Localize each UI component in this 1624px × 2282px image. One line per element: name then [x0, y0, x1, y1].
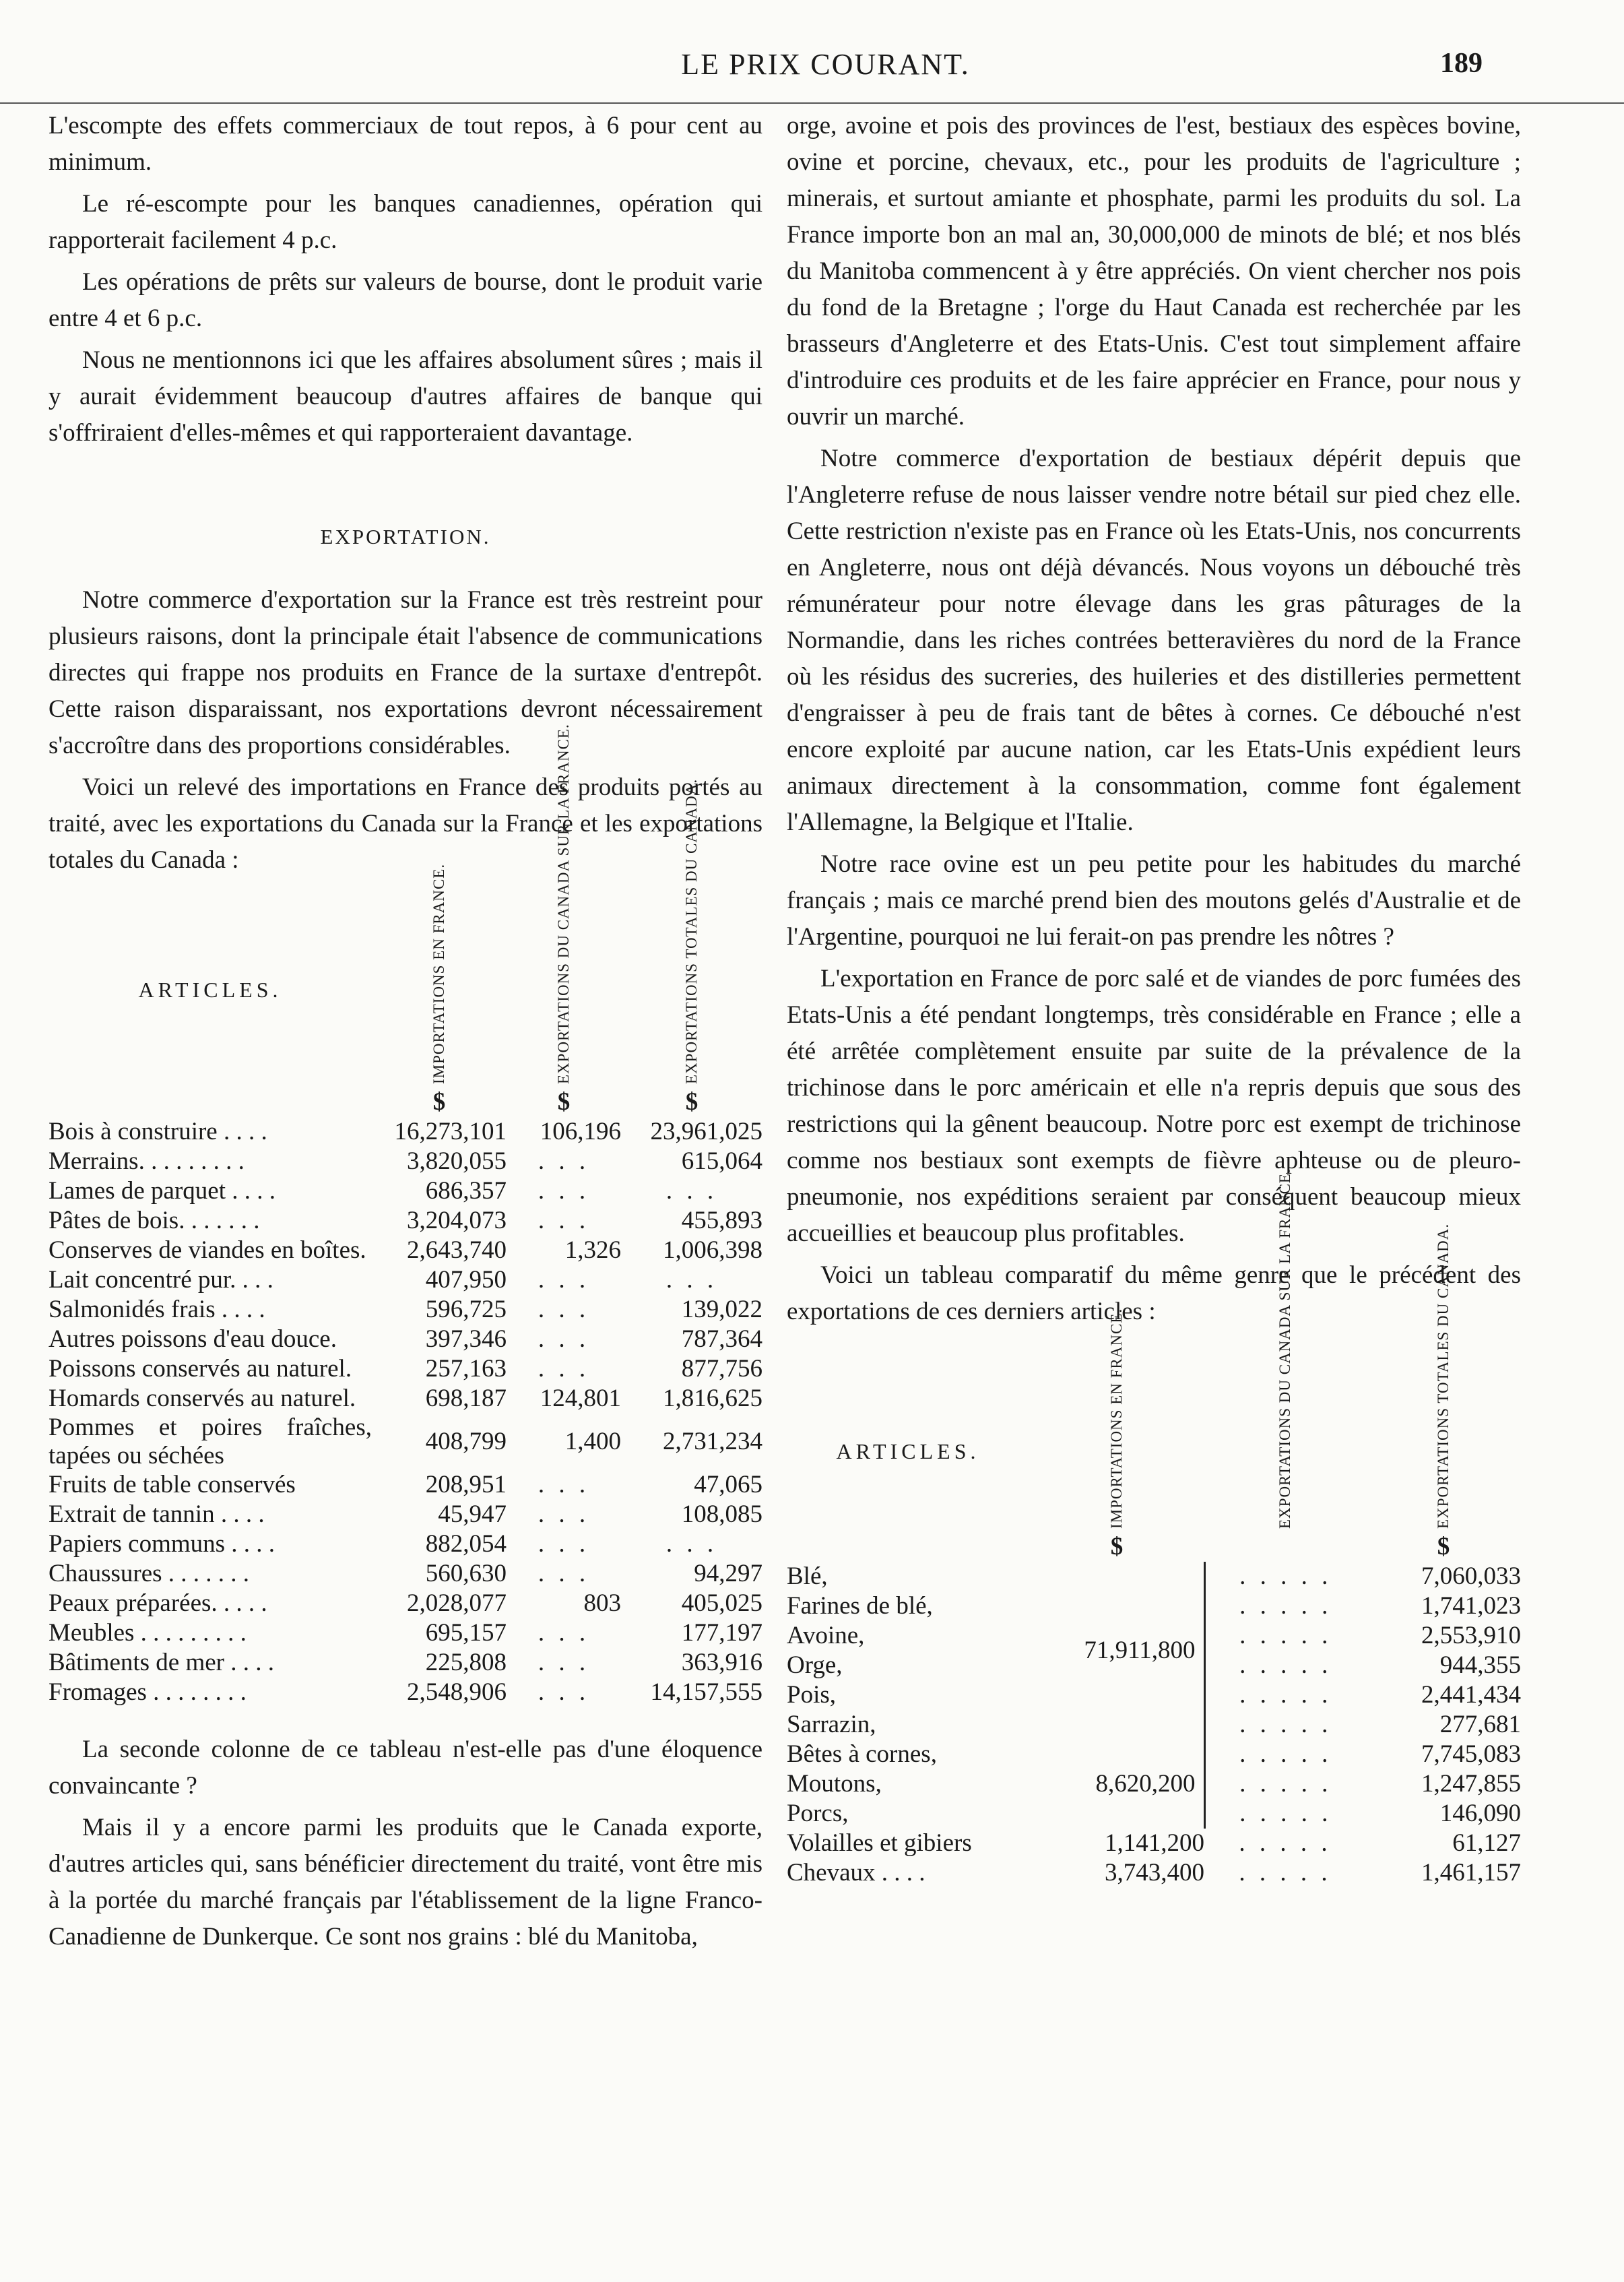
- exports-total-cell: 277,681: [1439, 1711, 1521, 1738]
- col-header-exports-france: EXPORTATIONS DU CANADA SUR LA FRANCE.: [1276, 1168, 1293, 1529]
- imports-cell: 695,157: [425, 1619, 507, 1647]
- imports-cell: 2,028,077: [407, 1589, 507, 1617]
- exports-total-cell: 363,916: [681, 1649, 762, 1676]
- exports-total-cell: . . .: [665, 1530, 718, 1558]
- article-cell: Moutons,: [787, 1770, 882, 1798]
- exports-france-cell: . . .: [538, 1560, 590, 1587]
- exports-total-cell: 108,085: [681, 1500, 762, 1528]
- article-cell: Papiers communs . . . .: [48, 1530, 275, 1558]
- imports-cell: 397,346: [425, 1325, 507, 1353]
- exports-france-cell: . . .: [538, 1147, 590, 1175]
- exports-total-cell: 139,022: [681, 1296, 762, 1323]
- exports-france-cell: . . . . .: [1239, 1740, 1332, 1768]
- article-cell: Autres poissons d'eau douce.: [48, 1325, 337, 1353]
- page-header: [54, 47, 1597, 94]
- livestock-total: 8,620,200: [1095, 1770, 1196, 1798]
- exports-france-cell: . . . . .: [1239, 1651, 1332, 1679]
- col-header-exports-total: EXPORTATIONS TOTALES DU CANADA.: [683, 778, 700, 1084]
- currency-row: [48, 1087, 762, 1117]
- exports-total-cell: 2,553,910: [1421, 1622, 1521, 1649]
- imports-cell: 3,743,400: [1105, 1859, 1204, 1887]
- exports-total-cell: 455,893: [681, 1207, 762, 1234]
- article-cell: Bêtes à cornes,: [787, 1740, 937, 1768]
- exports-total-cell: 405,025: [681, 1589, 762, 1617]
- exports-france-cell: . . . . .: [1239, 1770, 1332, 1798]
- table-row: [787, 1829, 1521, 1858]
- exports-france-cell: 803: [583, 1589, 621, 1617]
- section-title: EXPORTATION.: [320, 525, 491, 548]
- page-title: LE PRIX COURANT.: [681, 48, 970, 81]
- paragraph: Notre race ovine est un peu petite pour les habitudes du marché français ; mais ce marché prend bien des moutons gelés d'Australie et de l'Argentine, pourquoi ne lui ferait-on pas prendre les nôtres ?: [787, 850, 1521, 951]
- table-header-row: [48, 892, 762, 1087]
- table-row: [48, 1678, 762, 1707]
- exports-total-cell: . . .: [665, 1177, 718, 1205]
- exports-france-cell: 1,326: [564, 1236, 621, 1264]
- article-cell: Orge,: [787, 1651, 843, 1679]
- exports-total-cell: . . .: [665, 1266, 718, 1294]
- imports-cell: 408,799: [425, 1428, 507, 1455]
- paragraph: L'exportation en France de porc salé et de viandes de porc fumées des Etats-Unis a été pendant longtemps, très considérable en France ; elle a été arrêtée complètement ensuite par suite de la prévalence de la trichinose dans le porc américain et elle n'a repris depuis que sous des restrictions qui la gênent beaucoup. Notre porc est exempt de trichinose comme nos bestiaux sont exempts de fièvre aphteuse ou de pleuro-pneumonie, nos expéditions seraient par conséquent beaucoup mieux accueillies et beaucoup plus profitables.: [787, 965, 1521, 1247]
- imports-cell: 3,820,055: [407, 1147, 507, 1175]
- articles-header: [48, 892, 372, 1087]
- exports-france-cell: . . . . .: [1239, 1829, 1332, 1857]
- exports-total-cell: 2,441,434: [1421, 1681, 1521, 1709]
- article-cell: Salmonidés frais . . . .: [48, 1296, 265, 1323]
- col-header: [1366, 1223, 1521, 1532]
- exports-france-cell: . . .: [538, 1355, 590, 1383]
- article-cell: Peaux préparées. . . . .: [48, 1589, 267, 1617]
- article-cell: Lait concentré pur. . . .: [48, 1266, 273, 1294]
- paragraph: Les opérations de prêts sur valeurs de bourse, dont le produit varie entre 4 et 6 p.c.: [48, 268, 762, 332]
- imports-cell: 560,630: [425, 1560, 507, 1587]
- page-number: 189: [1440, 48, 1483, 79]
- table-row: [787, 1562, 1521, 1591]
- imports-cell: 16,273,101: [394, 1118, 507, 1145]
- exports-total-cell: 47,065: [694, 1471, 762, 1498]
- paragraph: Voici un relevé des importations en France des produits portés au traité, avec les exportations du Canada sur la France et les exportations totales du Canada :: [48, 773, 762, 874]
- table-row: [48, 1589, 762, 1618]
- imports-cell: 596,725: [425, 1296, 507, 1323]
- exports-france-cell: . . .: [538, 1296, 590, 1323]
- grain-total-cell: [1029, 1562, 1204, 1740]
- articles-header: [787, 1370, 1029, 1532]
- exports-france-cell: . . .: [538, 1325, 590, 1353]
- article-cell: Poissons conservés au naturel.: [48, 1355, 352, 1383]
- exports-france-cell: 106,196: [540, 1118, 621, 1145]
- right-column: [787, 108, 1521, 1888]
- exports-france-cell: . . . . .: [1239, 1592, 1332, 1620]
- imports-cell: 698,187: [425, 1385, 507, 1412]
- article-cell: Homards conservés au naturel.: [48, 1385, 356, 1412]
- exports-total-cell: 14,157,555: [650, 1678, 762, 1706]
- paragraph: L'escompte des effets commerciaux de tout repos, à 6 pour cent au minimum.: [48, 112, 762, 176]
- currency-symbol: $: [557, 1088, 571, 1116]
- exports-total-cell: 146,090: [1439, 1800, 1521, 1827]
- article-cell: Blé,: [787, 1562, 828, 1590]
- table-row: [48, 1265, 762, 1295]
- imports-cell: 882,054: [425, 1530, 507, 1558]
- exports-france-cell: . . .: [538, 1471, 590, 1498]
- table-row: [48, 1559, 762, 1589]
- article-cell: Pâtes de bois. . . . . . .: [48, 1207, 260, 1234]
- exports-total-cell: 1,741,023: [1421, 1592, 1521, 1620]
- paragraph: La seconde colonne de ce tableau n'est-elle pas d'une éloquence convaincante ?: [48, 1736, 762, 1800]
- imports-cell: 2,548,906: [407, 1678, 507, 1706]
- exports-france-cell: . . .: [538, 1207, 590, 1234]
- paragraph: orge, avoine et pois des provinces de l'est, bestiaux des espèces bovine, ovine et porcine, chevaux, etc., pour les produits de l'agriculture ; minerais, et surtout amiante et phosphate, parmi les produits du sol. La France importe bon an mal an, 30,000,000 de minots de blé; et nos blés du Manitoba commencent à y être appréciés. On vient chercher nos pois du fond de la Bretagne ; l'orge du Haut Canada est recherchée par les brasseurs d'Angleterre et des Etats-Unis. C'est tout simplement affaire d'introduire ces produits et de les faire apprécier en France, pour nous y ouvrir un marché.: [787, 112, 1521, 431]
- article-cell: Conserves de viandes en boîtes.: [48, 1236, 366, 1264]
- table-row: [48, 1295, 762, 1325]
- exports-france-cell: . . . . .: [1239, 1562, 1332, 1590]
- article-cell: Bois à construire . . . .: [48, 1118, 267, 1145]
- article-cell: Pommes et poires fraîches, tapées ou séchées: [48, 1414, 372, 1469]
- imports-cell: 3,204,073: [407, 1207, 507, 1234]
- article-cell: Fromages . . . . . . . .: [48, 1678, 247, 1706]
- table-row: [48, 1414, 762, 1470]
- exports-total-cell: 23,961,025: [650, 1118, 762, 1145]
- articles-label: ARTICLES.: [836, 1439, 980, 1463]
- table-row: [48, 1470, 762, 1500]
- article-cell: Fruits de table conservés: [48, 1471, 296, 1498]
- table-row: [787, 1740, 1521, 1769]
- imports-cell: 225,808: [425, 1649, 507, 1676]
- imports-cell: 1,141,200: [1105, 1829, 1204, 1857]
- imports-cell: 686,357: [425, 1177, 507, 1205]
- table-row: [48, 1206, 762, 1236]
- paragraph: Notre commerce d'exportation sur la France est très restreint pour plusieurs raisons, dont la principale était l'absence de communications directes qui frappe nos produits en France de la surtaxe d'entrepôt. Cette raison disparaissant, nos exportations devront nécessairement s'accroître dans des proportions considérables.: [48, 586, 762, 759]
- exports-france-cell: . . . . .: [1239, 1711, 1332, 1738]
- articles-label: ARTICLES.: [138, 978, 282, 1002]
- grain-total: 71,911,800: [1084, 1637, 1196, 1664]
- exports-france-cell: . . .: [538, 1530, 590, 1558]
- header-rule: [0, 102, 1624, 104]
- col-header-exports-france: EXPORTATIONS DU CANADA SUR LA FRANCE.: [555, 724, 572, 1084]
- exports-total-cell: 944,355: [1439, 1651, 1521, 1679]
- exports-france-cell: . . . . .: [1239, 1681, 1332, 1709]
- exports-france-cell: . . .: [538, 1500, 590, 1528]
- table-header-row: [787, 1370, 1521, 1532]
- exports-total-cell: 7,060,033: [1421, 1562, 1521, 1590]
- article-cell: Volailles et gibiers: [787, 1829, 972, 1857]
- table-body: [48, 1117, 762, 1707]
- table-row: [48, 1176, 762, 1206]
- paragraph: Voici un tableau comparatif du même genre que le précédent des exportations de ces derniers articles :: [787, 1261, 1521, 1325]
- col-header-imports: IMPORTATIONS EN FRANCE.: [430, 863, 447, 1084]
- exports-france-cell: . . .: [538, 1266, 590, 1294]
- table-row: [48, 1648, 762, 1678]
- exports-total-cell: 61,127: [1452, 1829, 1521, 1857]
- exports-france-cell: 1,400: [564, 1428, 621, 1455]
- table-row: [48, 1147, 762, 1176]
- article-cell: Bâtiments de mer . . . .: [48, 1649, 274, 1676]
- col-header: [507, 724, 621, 1087]
- table-row: [48, 1618, 762, 1648]
- exports-total-cell: 94,297: [694, 1560, 762, 1587]
- article-cell: Avoine,: [787, 1622, 865, 1649]
- table-row: [48, 1529, 762, 1559]
- left-column: [48, 108, 762, 1961]
- exports-total-cell: 1,006,398: [663, 1236, 762, 1264]
- exports-france-cell: 124,801: [540, 1385, 621, 1412]
- article-cell: Chevaux . . . .: [787, 1859, 925, 1887]
- table-row: [48, 1236, 762, 1265]
- currency-symbol: $: [1437, 1533, 1450, 1560]
- article-cell: Meubles . . . . . . . . .: [48, 1619, 247, 1647]
- exports-total-cell: 2,731,234: [663, 1428, 762, 1455]
- col-header: [621, 778, 762, 1087]
- exports-total-cell: 787,364: [681, 1325, 762, 1353]
- col-header-imports: IMPORTATIONS EN FRANCE.: [1108, 1308, 1125, 1529]
- currency-row: [787, 1532, 1521, 1562]
- imports-cell: 45,947: [438, 1500, 507, 1528]
- paragraph: Mais il y a encore parmi les produits que le Canada exporte, d'autres articles qui, sans bénéficier directement du traité, vont être mis à la portée du marché français par l'établissement de la ligne Franco-Canadienne de Dunkerque. Ce sont nos grains : blé du Manitoba,: [48, 1814, 762, 1951]
- exports-total-cell: 1,247,855: [1421, 1770, 1521, 1798]
- imports-cell: 208,951: [425, 1471, 507, 1498]
- article-cell: Pois,: [787, 1681, 837, 1709]
- col-header-exports-total: EXPORTATIONS TOTALES DU CANADA.: [1435, 1223, 1452, 1529]
- exports-france-cell: . . .: [538, 1678, 590, 1706]
- col-header: [1029, 1308, 1204, 1532]
- currency-symbol: $: [432, 1088, 446, 1116]
- imports-cell: 407,950: [425, 1266, 507, 1294]
- currency-symbol: $: [1110, 1533, 1124, 1560]
- exports-france-cell: . . . . .: [1239, 1800, 1332, 1827]
- article-cell: Chaussures . . . . . . .: [48, 1560, 250, 1587]
- exports-total-cell: 7,745,083: [1421, 1740, 1521, 1768]
- imports-cell: 257,163: [425, 1355, 507, 1383]
- paragraph: Le ré-escompte pour les banques canadiennes, opération qui rapporterait facilement 4 p.c.: [48, 190, 762, 254]
- table-row: [48, 1354, 762, 1384]
- exports-total-cell: 615,064: [681, 1147, 762, 1175]
- table-row: [48, 1500, 762, 1529]
- article-cell: Sarrazin,: [787, 1711, 876, 1738]
- article-cell: Merrains. . . . . . . . .: [48, 1147, 245, 1175]
- exports-france-cell: . . .: [538, 1619, 590, 1647]
- paragraph: Nous ne mentionnons ici que les affaires absolument sûres ; mais il y aurait évidemment beaucoup d'autres affaires de banque qui s'offriraient d'elles-mêmes et qui rapporteraient davantage.: [48, 346, 762, 447]
- currency-symbol: $: [685, 1088, 699, 1116]
- article-cell: Porcs,: [787, 1800, 849, 1827]
- table-body: [787, 1562, 1521, 1888]
- article-cell: Extrait de tannin . . . .: [48, 1500, 265, 1528]
- article-cell: Farines de blé,: [787, 1592, 933, 1620]
- col-header: [1204, 1168, 1366, 1532]
- exports-france-cell: . . . . .: [1239, 1859, 1332, 1887]
- exports-france-cell: . . .: [538, 1177, 590, 1205]
- table-row: [787, 1858, 1521, 1888]
- exports-france-cell: . . .: [538, 1649, 590, 1676]
- table-row: [48, 1325, 762, 1354]
- exports-total-cell: 177,197: [681, 1619, 762, 1647]
- article-cell: Lames de parquet . . . .: [48, 1177, 275, 1205]
- exports-total-cell: 1,461,157: [1421, 1859, 1521, 1887]
- table-row: [48, 1384, 762, 1414]
- livestock-total-cell: [1029, 1740, 1204, 1829]
- exports-total-cell: 1,816,625: [663, 1385, 762, 1412]
- exports-total-cell: 877,756: [681, 1355, 762, 1383]
- imports-cell: 2,643,740: [407, 1236, 507, 1264]
- table-row: [48, 1117, 762, 1147]
- exports-france-cell: . . . . .: [1239, 1622, 1332, 1649]
- paragraph: Notre commerce d'exportation de bestiaux dépérit depuis que l'Angleterre refuse de nous laisser vendre notre bétail sur pied chez elle. Cette restriction n'existe pas en France où les Etats-Unis, nos concurrents en Angleterre, nous ont déjà dévancés. Nous voyons un débouché très rémunérateur pour notre élevage dans les gras pâturages de la Normandie, dans les riches contrées betteravières du nord de la France où les résidus des sucreries, des huileries et des distilleries permettent d'engraisser à peu de frais tant de bêtes à cornes. Ce débouché n'est encore exploité par aucune nation, car les Etats-Unis expédient leurs animaux directement à la consommation, comme font également l'Allemagne, la Belgique et l'Italie.: [787, 445, 1521, 836]
- col-header: [372, 863, 507, 1087]
